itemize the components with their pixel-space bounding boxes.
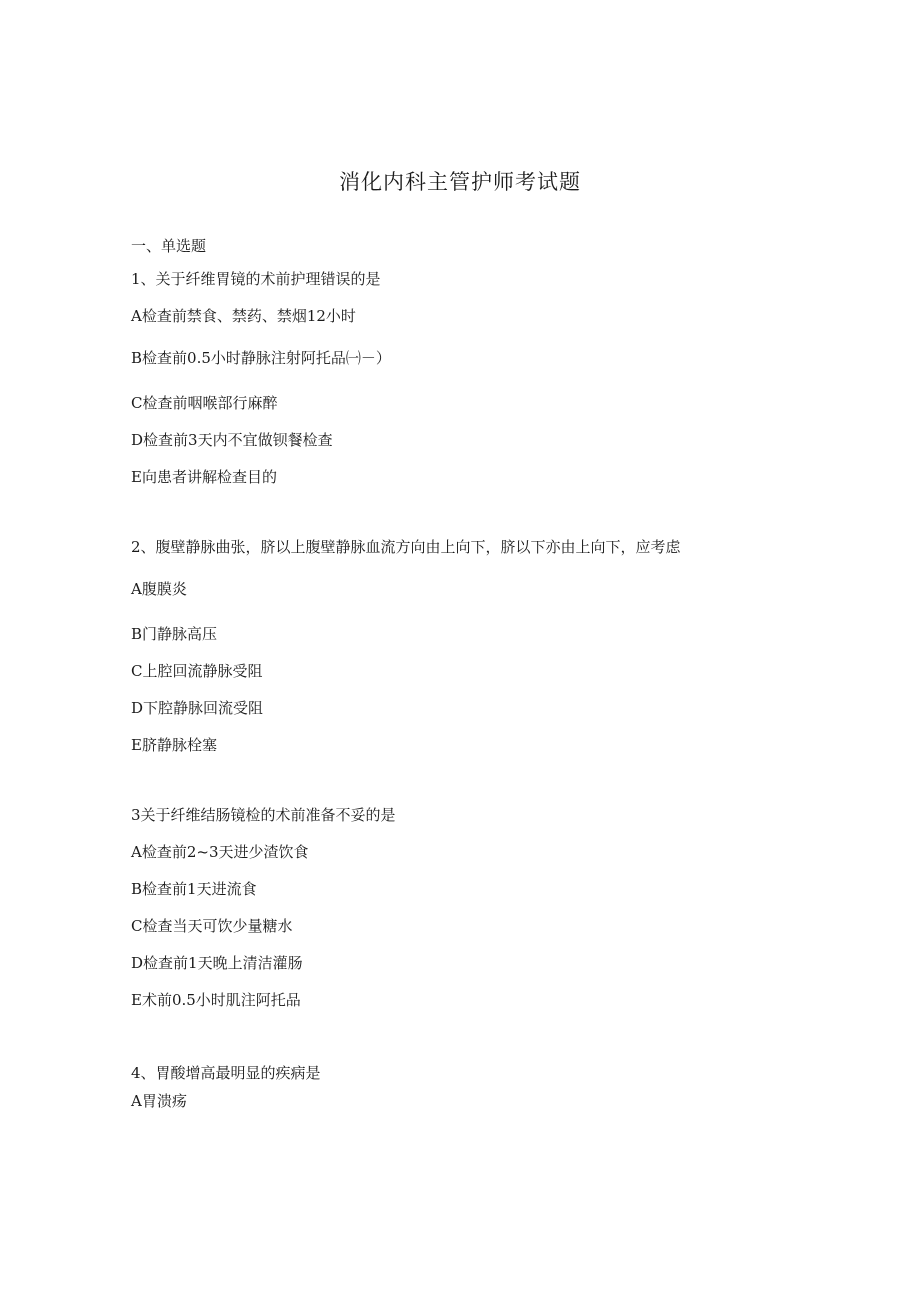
question-stem: 2、腹壁静脉曲张，脐以上腹壁静脉血流方向由上向下，脐以下亦由上向下，应考虑	[131, 538, 681, 556]
section-heading: 一、单选题	[131, 237, 207, 255]
option-c: C上腔回流静脉受阻	[131, 662, 263, 680]
option-a: A腹膜炎	[131, 580, 187, 598]
option-b: B检查前1天进流食	[131, 880, 257, 898]
option-d: D下腔静脉回流受阻	[131, 699, 264, 717]
option-d: D检查前3天内不宜做钡餐检查	[131, 431, 333, 449]
option-c: C检查前咽喉部行麻醉	[131, 394, 278, 412]
option-d: D检查前1天晚上清洁灌肠	[131, 954, 303, 972]
option-a: A检查前2~3天进少渣饮食	[131, 843, 309, 861]
option-e: E向患者讲解检查目的	[131, 468, 277, 486]
question-stem: 3关于纤维结肠镜检的术前准备不妥的是	[131, 806, 396, 824]
option-b: B检查前0.5小时静脉注射阿托品㈠－）	[131, 349, 391, 367]
option-b: B门静脉高压	[131, 625, 218, 643]
option-e: E脐静脉栓塞	[131, 736, 217, 754]
option-a: A检查前禁食、禁药、禁烟12小时	[131, 307, 356, 325]
option-e: E术前0.5小时肌注阿托品	[131, 991, 301, 1009]
document-title: 消化内科主管护师考试题	[339, 170, 581, 194]
option-c: C检查当天可饮少量糖水	[131, 917, 293, 935]
question-stem: 1、关于纤维胃镜的术前护理错误的是	[131, 270, 381, 288]
option-a: A胃溃疡	[131, 1092, 187, 1110]
question-stem: 4、胃酸增高最明显的疾病是	[131, 1064, 321, 1082]
